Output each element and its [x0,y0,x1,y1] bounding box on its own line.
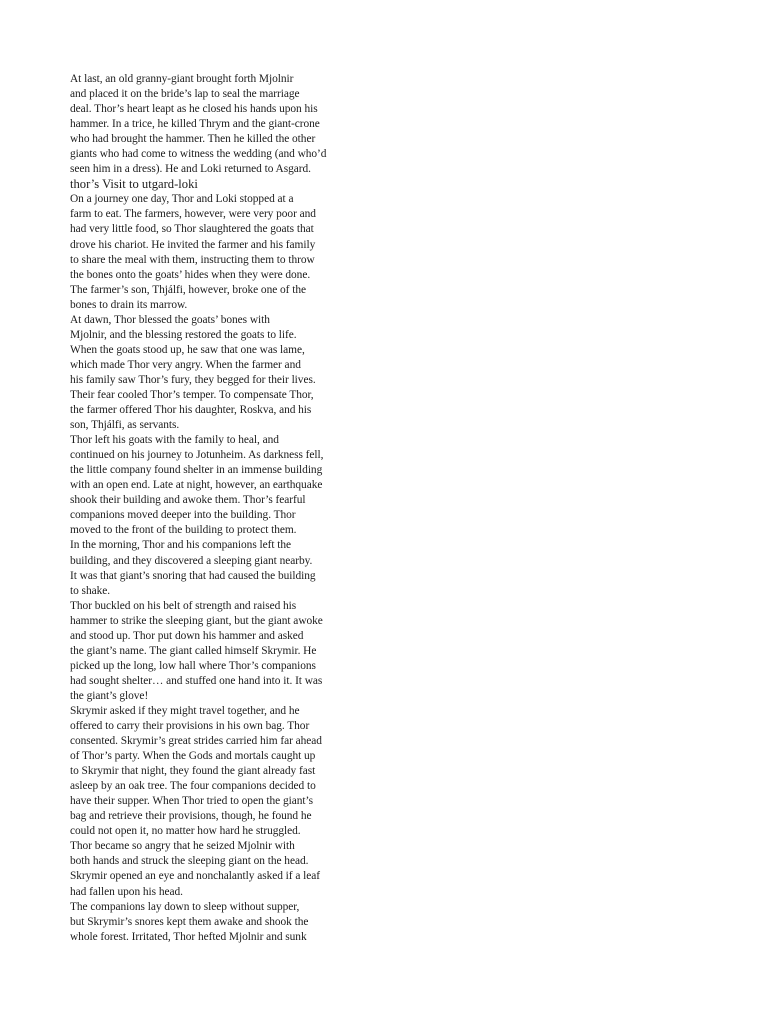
text-line: seen him in a dress). He and Loki returned to Asgard. [70,163,311,176]
text-line: consented. Skrymir’s great strides carried him far ahead [70,735,322,748]
text-line: and stood up. Thor put down his hammer and asked [70,629,304,642]
text-line: could not open it, no matter how hard he struggled. [70,825,301,838]
text-line: whole forest. Irritated, Thor hefted Mjolnir and sunk [70,930,307,943]
text-line: to Skrymir that night, they found the giant already fast [70,765,316,778]
text-line: Skrymir asked if they might travel together, and he [70,704,300,717]
text-line: hammer. In a trice, he killed Thrym and the giant-crone [70,118,320,131]
text-line: and placed it on the bride’s lap to seal the marriage [70,88,300,101]
text-column [70,72,360,945]
text-line: bag and retrieve their provisions, though, he found he [70,810,312,823]
text-line: Thor buckled on his belt of strength and raised his [70,599,297,612]
text-line: In the morning, Thor and his companions left the [70,539,292,552]
text-line: At last, an old granny-giant brought forth Mjolnir [70,73,294,85]
text-line: Thor became so angry that he seized Mjolnir with [70,840,295,853]
text-line: who had brought the hammer. Then he killed the other [70,133,316,146]
text-line: continued on his journey to Jotunheim. As darkness fell, [70,449,324,462]
text-line: The farmer’s son, Thjálfi, however, broke one of the [70,283,306,296]
text-line: had fallen upon his head. [70,885,183,898]
text-line: had sought shelter… and stuffed one hand into it. It was [70,674,323,687]
text-line: giants who had come to witness the wedding (and who’d [70,148,327,161]
text-line: farm to eat. The farmers, however, were very poor and [70,208,316,221]
text-line: asleep by an oak tree. The four companions decided to [70,780,316,793]
text-line: When the goats stood up, he saw that one was lame, [70,343,305,356]
text-line: bones to drain its marrow. [70,298,188,311]
text-line: with an open end. Late at night, however, an earthquake [70,479,323,492]
section-heading: thor’s Visit to utgard-loki [70,177,198,192]
text-line: son, Thjálfi, as servants. [70,419,180,432]
text-line: drove his chariot. He invited the farmer and his family [70,238,316,251]
text-line: the little company found shelter in an immense building [70,464,323,477]
text-line: had very little food, so Thor slaughtered the goats that [70,223,314,236]
text-line: to share the meal with them, instructing them to throw [70,253,315,266]
text-line: Mjolnir, and the blessing restored the goats to life. [70,328,297,341]
text-line: which made Thor very angry. When the farmer and [70,358,301,371]
text-line: offered to carry their provisions in his own bag. Thor [70,720,310,733]
text-line: the bones onto the goats’ hides when they were done. [70,268,311,281]
text-line: but Skrymir’s snores kept them awake and shook the [70,915,309,928]
text-line: of Thor’s party. When the Gods and mortals caught up [70,750,316,763]
text-line: Their fear cooled Thor’s temper. To compensate Thor, [70,388,314,401]
text-line: to shake. [70,584,111,597]
text-line: moved to the front of the building to protect them. [70,524,297,537]
text-line: picked up the long, low hall where Thor’s companions [70,659,316,672]
text-line: hammer to strike the sleeping giant, but the giant awoke [70,614,323,627]
text-line: deal. Thor’s heart leapt as he closed his hands upon his [70,103,318,116]
text-line: the giant’s name. The giant called himself Skrymir. He [70,644,317,657]
text-line: have their supper. When Thor tried to open the giant’s [70,795,313,808]
text-line: On a journey one day, Thor and Loki stopped at a [70,193,294,206]
text-line: At dawn, Thor blessed the goats’ bones with [70,313,270,326]
text-line: his family saw Thor’s fury, they begged for their lives. [70,373,316,386]
text-line: The companions lay down to sleep without supper, [70,900,300,913]
text-line: building, and they discovered a sleeping giant nearby. [70,554,313,567]
text-line: It was that giant’s snoring that had caused the building [70,569,316,582]
text-line: companions moved deeper into the building. Thor [70,509,296,522]
text-line: both hands and struck the sleeping giant on the head. [70,855,309,868]
text-line: the giant’s glove! [70,689,149,702]
text-line: shook their building and awoke them. Thor’s fearful [70,494,306,507]
text-line: Skrymir opened an eye and nonchalantly asked if a leaf [70,870,321,883]
text-line: Thor left his goats with the family to heal, and [70,434,279,447]
text-line: the farmer offered Thor his daughter, Roskva, and his [70,404,312,417]
